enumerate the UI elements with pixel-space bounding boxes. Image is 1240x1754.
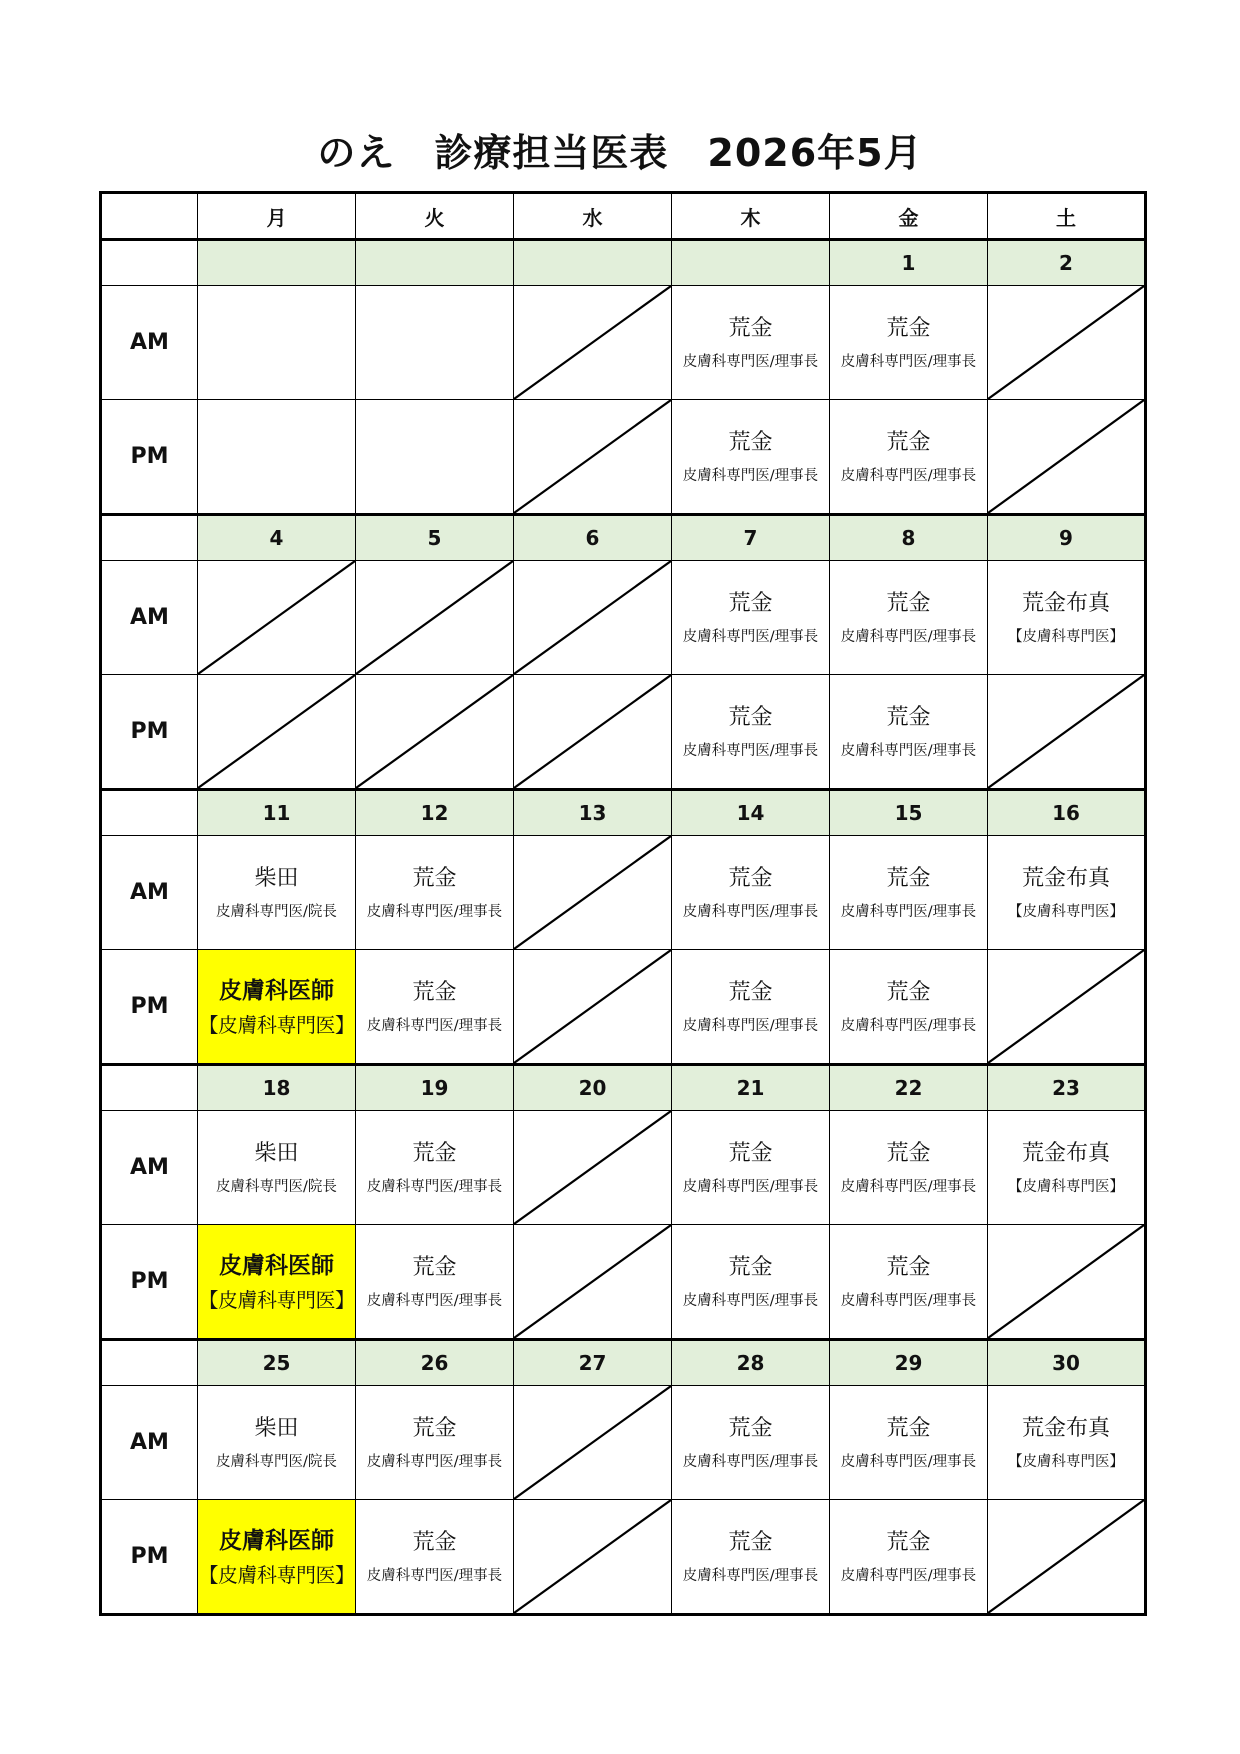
schedule-table (99, 191, 1147, 1616)
doctor-role: 皮膚科専門医/理事長 (366, 1017, 503, 1034)
closed-slash-icon (198, 675, 355, 788)
doctor-cell (830, 1386, 988, 1500)
closed-cell (514, 1111, 672, 1225)
date-row (101, 1340, 1146, 1386)
doctor-cell (988, 561, 1146, 675)
doctor-role: 皮膚科専門医/理事長 (840, 1017, 977, 1034)
doctor-cell (198, 836, 356, 950)
pm-label: PM (101, 675, 198, 790)
highlight-doctor-cell (198, 950, 356, 1065)
closed-cell (356, 561, 514, 675)
date-cell-fri: 8 (830, 515, 988, 561)
closed-slash-icon (988, 675, 1144, 788)
weekday-header-mon: 月 (198, 193, 356, 240)
doctor-role: 皮膚科専門医/理事長 (840, 467, 977, 484)
date-cell-fri: 15 (830, 790, 988, 836)
date-cell-wed: 13 (514, 790, 672, 836)
closed-slash-icon (514, 950, 671, 1063)
doctor-cell (988, 836, 1146, 950)
doctor-name: 荒金 (412, 1529, 457, 1555)
doctor-role: 皮膚科専門医/院長 (216, 903, 337, 920)
closed-slash-icon (356, 675, 513, 788)
closed-cell (514, 950, 672, 1065)
doctor-cell (830, 675, 988, 790)
doctor-name: 荒金布真 (1021, 865, 1110, 891)
closed-cell (514, 1386, 672, 1500)
doctor-name: 荒金布真 (1021, 590, 1110, 616)
doctor-cell (198, 1111, 356, 1225)
date-cell-tue: 19 (356, 1065, 514, 1111)
closed-slash-icon (514, 1500, 671, 1613)
closed-cell (988, 1500, 1146, 1615)
doctor-role: 皮膚科専門医/理事長 (840, 1178, 977, 1195)
doctor-name: 柴田 (254, 1140, 299, 1166)
doctor-name: 荒金 (728, 704, 773, 730)
closed-cell (514, 561, 672, 675)
doctor-name: 荒金布真 (1021, 1140, 1110, 1166)
am-label: AM (101, 286, 198, 400)
pm-row (101, 675, 1146, 790)
pm-row (101, 1500, 1146, 1615)
doctor-name: 荒金 (728, 1529, 773, 1555)
date-cell-mon: 18 (198, 1065, 356, 1111)
doctor-name: 荒金 (886, 429, 931, 455)
doctor-role: 皮膚科専門医/理事長 (840, 903, 977, 920)
closed-slash-icon (988, 286, 1144, 399)
doctor-cell (356, 836, 514, 950)
doctor-role: 皮膚科専門医/理事長 (682, 1178, 819, 1195)
date-cell-sat: 23 (988, 1065, 1146, 1111)
doctor-name: 荒金 (412, 865, 457, 891)
doctor-cell (830, 1500, 988, 1615)
date-cell-thu: 7 (672, 515, 830, 561)
doctor-cell (672, 1111, 830, 1225)
doctor-role: 【皮膚科専門医】 (1008, 1453, 1124, 1470)
closed-slash-icon (988, 1225, 1144, 1338)
date-row (101, 1065, 1146, 1111)
closed-cell (988, 286, 1146, 400)
pm-row (101, 400, 1146, 515)
doctor-role: 皮膚科専門医/理事長 (682, 628, 819, 645)
doctor-cell (672, 561, 830, 675)
doctor-cell (988, 1386, 1146, 1500)
date-cell-mon (198, 240, 356, 286)
doctor-role: 皮膚科専門医/理事長 (682, 467, 819, 484)
highlight-doctor-cell (198, 1225, 356, 1340)
doctor-role: 皮膚科専門医/院長 (216, 1453, 337, 1470)
doctor-name: 荒金 (728, 1415, 773, 1441)
doctor-cell (830, 400, 988, 515)
date-cell-wed (514, 240, 672, 286)
doctor-name: 荒金 (728, 979, 773, 1005)
doctor-name: 荒金 (728, 315, 773, 341)
date-row-label-cell (101, 240, 198, 286)
doctor-name: 荒金 (886, 315, 931, 341)
doctor-role: 【皮膚科専門医】 (1008, 903, 1124, 920)
weekday-header-tue: 火 (356, 193, 514, 240)
pm-label: PM (101, 400, 198, 515)
date-row (101, 790, 1146, 836)
doctor-role: 皮膚科専門医/理事長 (840, 1292, 977, 1309)
date-cell-fri: 1 (830, 240, 988, 286)
closed-slash-icon (198, 561, 355, 674)
date-cell-sat: 30 (988, 1340, 1146, 1386)
am-label: AM (101, 1111, 198, 1225)
doctor-role: 皮膚科専門医/理事長 (366, 1567, 503, 1584)
doctor-role: 皮膚科専門医/理事長 (682, 1567, 819, 1584)
doctor-cell (356, 950, 514, 1065)
doctor-cell (672, 1225, 830, 1340)
doctor-cell (672, 286, 830, 400)
doctor-cell (356, 1111, 514, 1225)
date-cell-fri: 29 (830, 1340, 988, 1386)
doctor-name: 皮膚科医師 (219, 1527, 334, 1554)
doctor-role: 皮膚科専門医/理事長 (840, 1567, 977, 1584)
date-row (101, 515, 1146, 561)
date-row-label-cell (101, 790, 198, 836)
doctor-cell (830, 286, 988, 400)
closed-cell (988, 675, 1146, 790)
closed-cell (514, 1500, 672, 1615)
date-cell-sat: 16 (988, 790, 1146, 836)
doctor-name: 荒金 (728, 429, 773, 455)
doctor-name: 荒金 (728, 1140, 773, 1166)
closed-slash-icon (514, 1386, 671, 1499)
doctor-name: 荒金 (886, 1254, 931, 1280)
date-cell-mon: 25 (198, 1340, 356, 1386)
am-row (101, 286, 1146, 400)
doctor-role: 【皮膚科専門医】 (1008, 1178, 1124, 1195)
date-cell-wed: 20 (514, 1065, 672, 1111)
doctor-name: 皮膚科医師 (219, 1252, 334, 1279)
doctor-role: 皮膚科専門医/理事長 (840, 742, 977, 759)
closed-cell (514, 286, 672, 400)
closed-cell (356, 675, 514, 790)
doctor-cell (672, 836, 830, 950)
doctor-role: 皮膚科専門医/理事長 (840, 1453, 977, 1470)
closed-cell (198, 561, 356, 675)
closed-slash-icon (514, 400, 671, 513)
closed-slash-icon (514, 1111, 671, 1224)
date-cell-wed: 27 (514, 1340, 672, 1386)
doctor-cell (672, 950, 830, 1065)
doctor-cell (356, 1225, 514, 1340)
pm-row (101, 950, 1146, 1065)
closed-cell (514, 836, 672, 950)
doctor-cell (988, 1111, 1146, 1225)
doctor-cell (356, 1386, 514, 1500)
doctor-name: 柴田 (254, 865, 299, 891)
doctor-cell (830, 836, 988, 950)
am-row (101, 836, 1146, 950)
doctor-cell (672, 400, 830, 515)
doctor-name: 荒金 (886, 979, 931, 1005)
date-row-label-cell (101, 1340, 198, 1386)
date-row (101, 240, 1146, 286)
date-cell-tue: 26 (356, 1340, 514, 1386)
doctor-cell (198, 1386, 356, 1500)
weekday-header-sat: 土 (988, 193, 1146, 240)
doctor-role: 【皮膚科専門医】 (198, 1287, 355, 1312)
doctor-name: 荒金 (886, 1415, 931, 1441)
closed-cell (988, 400, 1146, 515)
doctor-role: 皮膚科専門医/院長 (216, 1178, 337, 1195)
closed-cell (514, 1225, 672, 1340)
empty-cell (198, 286, 356, 400)
doctor-role: 皮膚科専門医/理事長 (682, 903, 819, 920)
doctor-name: 荒金 (886, 704, 931, 730)
doctor-name: 荒金布真 (1021, 1415, 1110, 1441)
am-label: AM (101, 561, 198, 675)
doctor-name: 荒金 (886, 590, 931, 616)
doctor-role: 皮膚科専門医/理事長 (366, 1453, 503, 1470)
doctor-cell (830, 950, 988, 1065)
date-cell-thu (672, 240, 830, 286)
closed-slash-icon (514, 286, 671, 399)
weekday-header-row (101, 193, 1146, 240)
doctor-cell (672, 675, 830, 790)
doctor-role: 皮膚科専門医/理事長 (840, 353, 977, 370)
date-cell-thu: 14 (672, 790, 830, 836)
corner-cell (101, 193, 198, 240)
schedule-body (101, 193, 1146, 1615)
empty-cell (356, 400, 514, 515)
closed-slash-icon (988, 950, 1144, 1063)
doctor-name: 荒金 (412, 1140, 457, 1166)
date-cell-sat: 2 (988, 240, 1146, 286)
date-cell-tue: 5 (356, 515, 514, 561)
doctor-name: 荒金 (412, 1254, 457, 1280)
doctor-cell (356, 1500, 514, 1615)
doctor-cell (672, 1386, 830, 1500)
doctor-name: 荒金 (728, 865, 773, 891)
am-row (101, 1111, 1146, 1225)
closed-slash-icon (988, 1500, 1144, 1613)
doctor-cell (830, 1225, 988, 1340)
doctor-role: 皮膚科専門医/理事長 (682, 1453, 819, 1470)
doctor-role: 皮膚科専門医/理事長 (366, 903, 503, 920)
date-cell-wed: 6 (514, 515, 672, 561)
pm-label: PM (101, 1500, 198, 1615)
doctor-role: 皮膚科専門医/理事長 (682, 742, 819, 759)
doctor-role: 【皮膚科専門医】 (198, 1562, 355, 1587)
date-cell-thu: 28 (672, 1340, 830, 1386)
doctor-cell (830, 1111, 988, 1225)
doctor-cell (830, 561, 988, 675)
doctor-name: 荒金 (886, 865, 931, 891)
closed-cell (514, 400, 672, 515)
date-cell-mon: 11 (198, 790, 356, 836)
empty-cell (356, 286, 514, 400)
closed-cell (988, 950, 1146, 1065)
date-cell-tue: 12 (356, 790, 514, 836)
am-row (101, 561, 1146, 675)
doctor-role: 【皮膚科専門医】 (1008, 628, 1124, 645)
date-cell-tue (356, 240, 514, 286)
empty-cell (198, 400, 356, 515)
am-label: AM (101, 836, 198, 950)
doctor-cell (672, 1500, 830, 1615)
closed-cell (514, 675, 672, 790)
doctor-name: 皮膚科医師 (219, 977, 334, 1004)
closed-slash-icon (514, 1225, 671, 1338)
doctor-role: 皮膚科専門医/理事長 (366, 1292, 503, 1309)
doctor-name: 荒金 (728, 590, 773, 616)
doctor-role: 皮膚科専門医/理事長 (682, 1017, 819, 1034)
am-row (101, 1386, 1146, 1500)
doctor-role: 皮膚科専門医/理事長 (682, 353, 819, 370)
doctor-name: 荒金 (412, 979, 457, 1005)
doctor-name: 荒金 (728, 1254, 773, 1280)
pm-row (101, 1225, 1146, 1340)
closed-slash-icon (988, 400, 1144, 513)
doctor-name: 荒金 (886, 1140, 931, 1166)
date-row-label-cell (101, 1065, 198, 1111)
weekday-header-thu: 木 (672, 193, 830, 240)
am-label: AM (101, 1386, 198, 1500)
doctor-role: 【皮膚科専門医】 (198, 1012, 355, 1037)
date-row-label-cell (101, 515, 198, 561)
doctor-role: 皮膚科専門医/理事長 (366, 1178, 503, 1195)
page-title: のえ 診療担当医表 2026年5月 (317, 131, 923, 175)
doctor-name: 柴田 (254, 1415, 299, 1441)
pm-label: PM (101, 1225, 198, 1340)
closed-slash-icon (514, 561, 671, 674)
date-cell-thu: 21 (672, 1065, 830, 1111)
doctor-name: 荒金 (886, 1529, 931, 1555)
highlight-doctor-cell (198, 1500, 356, 1615)
weekday-header-wed: 水 (514, 193, 672, 240)
doctor-role: 皮膚科専門医/理事長 (682, 1292, 819, 1309)
closed-slash-icon (514, 836, 671, 949)
closed-slash-icon (514, 675, 671, 788)
date-cell-mon: 4 (198, 515, 356, 561)
date-cell-sat: 9 (988, 515, 1146, 561)
doctor-name: 荒金 (412, 1415, 457, 1441)
weekday-header-fri: 金 (830, 193, 988, 240)
closed-cell (988, 1225, 1146, 1340)
date-cell-fri: 22 (830, 1065, 988, 1111)
pm-label: PM (101, 950, 198, 1065)
closed-cell (198, 675, 356, 790)
doctor-role: 皮膚科専門医/理事長 (840, 628, 977, 645)
closed-slash-icon (356, 561, 513, 674)
